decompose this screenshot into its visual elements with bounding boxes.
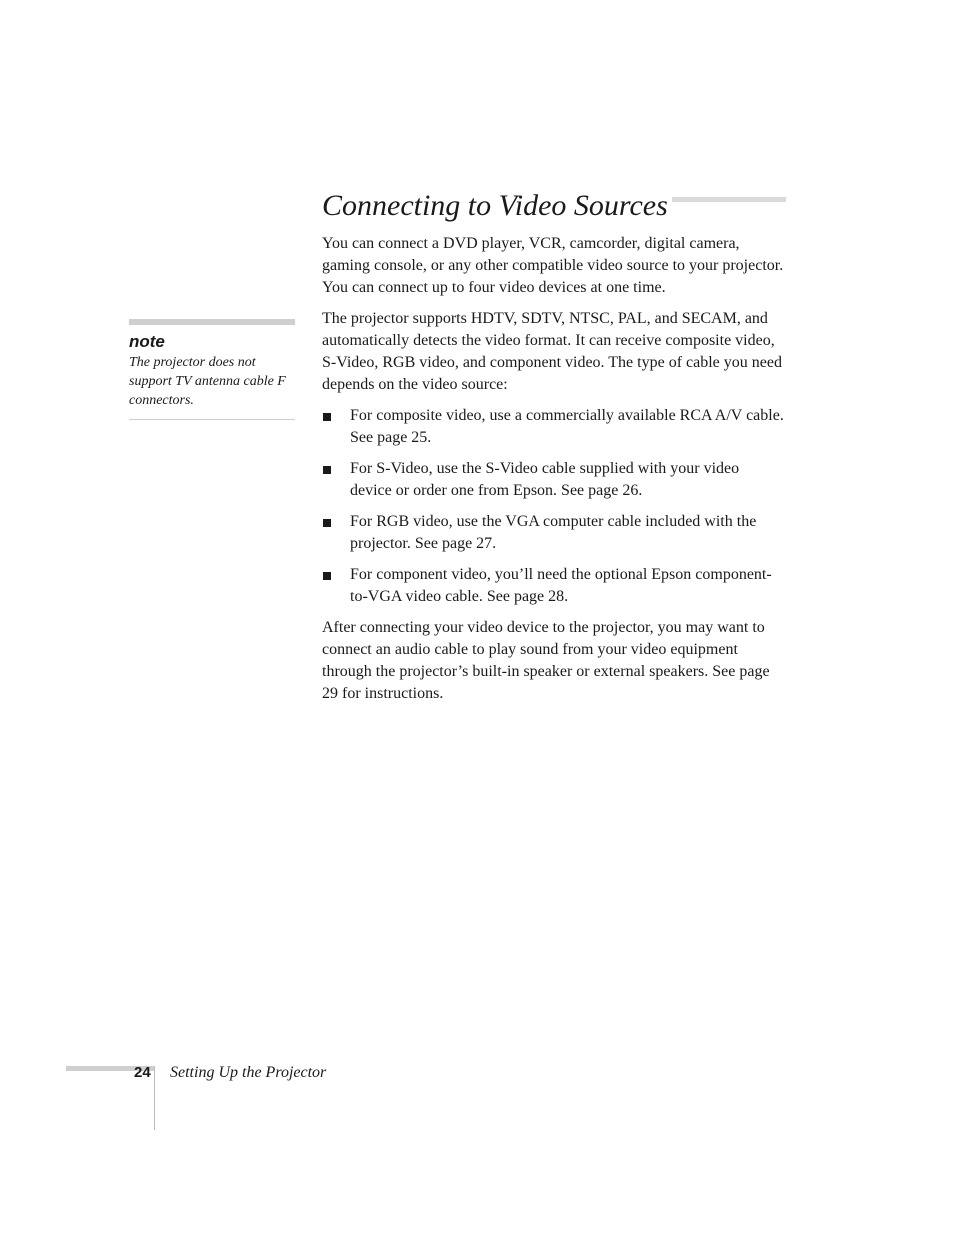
section-title: Connecting to Video Sources [322,186,672,226]
note-rule [129,319,295,325]
running-footer-title: Setting Up the Projector [170,1064,327,1081]
bullet-square-icon [323,466,331,474]
closing-paragraph: After connecting your video device to the projector, you may want to connect an audio cable to play sound from your video equipment through the projector’s built-in speaker or external speakers. See page 29 for instructions. [322,619,770,702]
bullet-square-icon [323,572,331,580]
main-content [322,233,784,714]
list-item-text: For component video, you’ll need the optional Epson component-to-VGA video cable. See page 28. [350,566,772,605]
list-item [322,511,784,555]
list-item [322,405,784,449]
list-item [322,564,784,608]
intro-paragraph: You can connect a DVD player, VCR, camcorder, digital camera, gaming console, or any other compatible video source to your projector. You can connect up to four video devices at one time. [322,235,784,296]
sidebar-note [129,319,295,420]
bullet-square-icon [323,519,331,527]
note-heading: note [129,332,165,351]
note-text: The projector does not support TV antenna cable F connectors. [129,353,295,420]
footer-divider [154,1066,155,1130]
page-number: 24 [134,1064,151,1081]
list-item-text: For composite video, use a commercially available RCA A/V cable. See page 25. [350,407,784,446]
cable-list [322,405,784,608]
list-item-text: For S-Video, use the S-Video cable supplied with your video device or order one from Epson. See page 26. [350,460,740,499]
list-item [322,458,784,502]
bullet-square-icon [323,413,331,421]
list-item-text: For RGB video, use the VGA computer cable included with the projector. See page 27. [350,513,757,552]
formats-paragraph: The projector supports HDTV, SDTV, NTSC, PAL, and SECAM, and automatically detects the video format. It can receive composite video, S-Video, RGB video, and component video. The type of cable you need depends on the video source: [322,310,782,393]
